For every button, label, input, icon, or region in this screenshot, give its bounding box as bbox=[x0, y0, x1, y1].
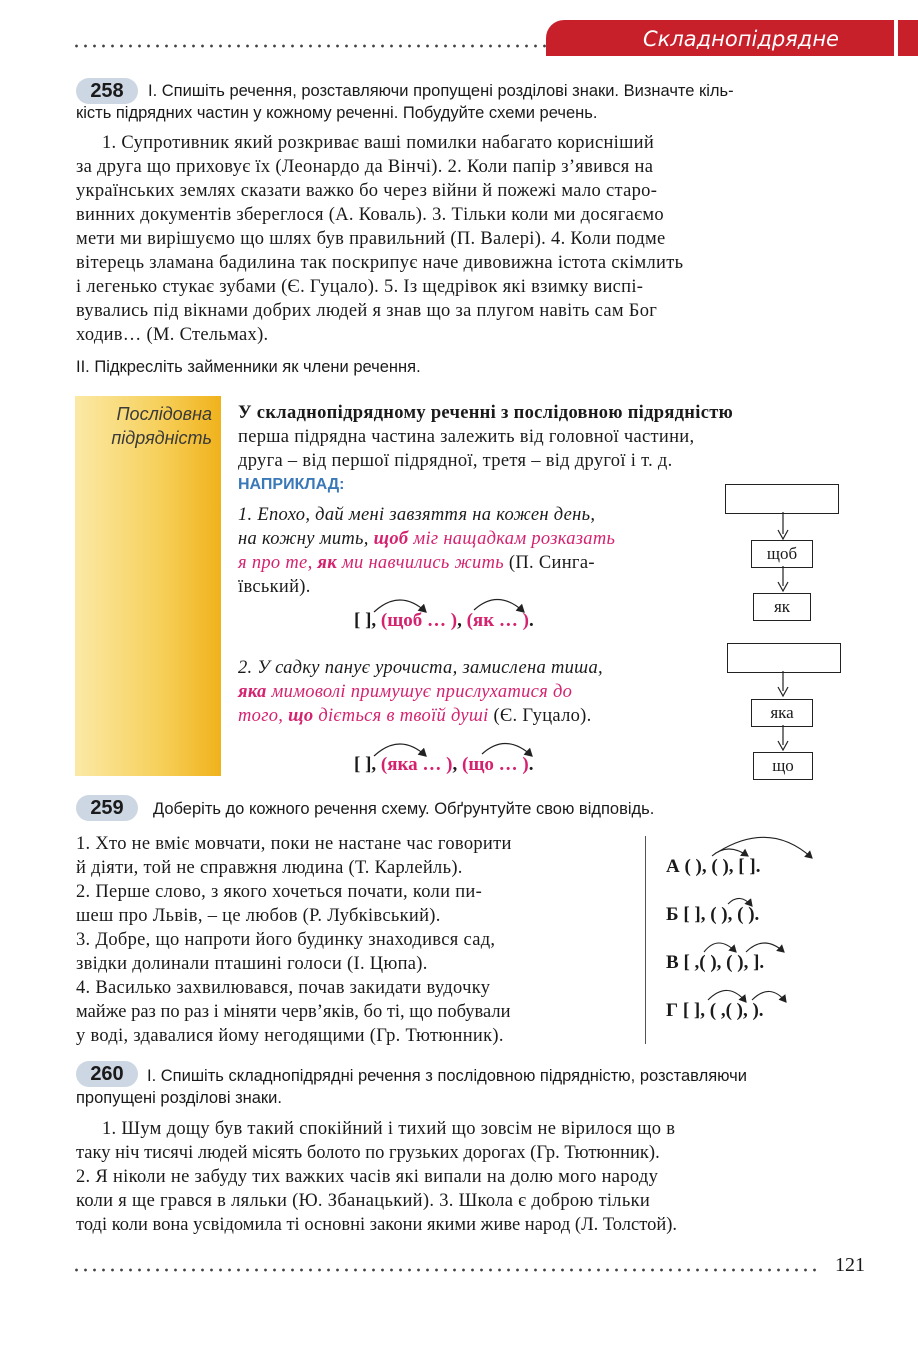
text-line: 1. Шум дощу був такий спокійний і тихий що зовсім не вірилося що в bbox=[102, 1119, 676, 1139]
text-line: 1. Хто не вміє мовчати, поки не настане час говорити bbox=[76, 834, 512, 854]
conjunction-highlight: як bbox=[317, 553, 337, 573]
schema-sub: (що … ) bbox=[462, 754, 529, 775]
rule-heading: У складнопідрядному реченні з послідовною підрядністю bbox=[238, 403, 734, 423]
text-line: і легенько стукає зубами (Є. Гуцало). 5. Із щедрівок які взимку виспі- bbox=[76, 277, 644, 297]
column-divider bbox=[645, 836, 646, 1044]
theory-sidebar bbox=[75, 396, 221, 776]
exercise-258-task-line1: І. Спишіть речення, розставляючи пропущені розділові знаки. Визначте кіль- bbox=[148, 82, 734, 100]
option-letter: Б bbox=[666, 904, 679, 925]
exercise-260-task-line2: пропущені розділові знаки. bbox=[76, 1089, 282, 1107]
scheme-sub-box: що bbox=[753, 752, 813, 780]
scheme-arrow bbox=[775, 566, 791, 594]
text-line: 1. Супротивник який розкриває ваші помилки набагато корисніший bbox=[102, 133, 655, 153]
sidebar-title-line: підрядність bbox=[111, 428, 212, 448]
text-line: мети ми вирішуємо що шлях був правильний (П. Валері). 4. Коли подме bbox=[76, 229, 666, 249]
text-line: майже раз по раз і міняти черв’яків, бо ті, що побували bbox=[76, 1002, 511, 1022]
schema-sub: (щоб … ) bbox=[380, 610, 458, 631]
scheme-sub-box: щоб bbox=[751, 540, 813, 568]
text-line: 2. Перше слово, з якого хочеться почати, коли пи- bbox=[76, 882, 483, 902]
text-line: 2. Я ніколи не забуду тих важких часів які випали на долю мого народу bbox=[76, 1167, 659, 1187]
text-line: у воді, здавалися йому негодящими (Гр. Тютюнник). bbox=[76, 1026, 504, 1046]
exercise-260-task-line1: І. Спишіть складнопідрядні речення з послідовною підрядністю, розставляючи bbox=[147, 1067, 747, 1085]
author-ref: (Є. Гуцало). bbox=[488, 706, 592, 726]
schema-main: [ ], bbox=[354, 754, 381, 775]
page-title: Складнопідрядне речення bbox=[643, 27, 839, 79]
example-line bbox=[238, 527, 704, 551]
scheme-arrow bbox=[775, 671, 791, 699]
header-accent bbox=[898, 20, 918, 56]
schema-sep: , bbox=[452, 754, 462, 775]
text-line: тоді коли вона усвідомила ті основні закони якими живе народ (Л. Толстой). bbox=[76, 1215, 678, 1235]
option-schema: [ ], ( ), ( ). bbox=[683, 904, 760, 925]
exercise-259-text bbox=[76, 832, 622, 1048]
footer-dotted-rule bbox=[72, 1268, 817, 1272]
text-line: вітерець зламана бадилина так поскрипує наче дивовижна істота скімлить bbox=[76, 253, 684, 273]
text-line: звідки долинали пташині голоси (І. Цюпа). bbox=[76, 954, 428, 974]
example-label: НАПРИКЛАД: bbox=[238, 476, 345, 493]
scheme-sub-box: яка bbox=[751, 699, 813, 727]
conjunction-highlight: яка bbox=[238, 682, 267, 702]
clause-highlight: мимоволі примушує прислухатися до bbox=[266, 682, 573, 702]
option-letter: А bbox=[666, 856, 680, 877]
conjunction-highlight: щоб bbox=[373, 529, 409, 549]
scheme-main-box bbox=[727, 643, 841, 673]
text-line: й діяти, той не справжня людина (Т. Карлейль). bbox=[76, 858, 463, 878]
schema-main: [ ], bbox=[354, 610, 381, 631]
option-letter: В bbox=[666, 952, 679, 973]
option-schema: [ ], ( ,( ), ). bbox=[682, 1000, 764, 1021]
theory-sidebar-title bbox=[80, 402, 212, 450]
clause-highlight: міг нащадкам розказать bbox=[408, 529, 616, 549]
answer-arcs bbox=[690, 830, 840, 1030]
text-line: вувались під вікнами добрих людей я знав що за плугом навіть сам Бог bbox=[76, 301, 658, 321]
schema-end: . bbox=[529, 610, 534, 631]
text-line: 3. Добре, що напроти його будинку знаходився сад, bbox=[76, 930, 496, 950]
schema-end: . bbox=[528, 754, 534, 775]
conjunction-highlight: що bbox=[288, 706, 314, 726]
rule-line: перша підрядна частина залежить від головної частини, bbox=[238, 427, 695, 447]
example-segment: на кожну мить, bbox=[238, 529, 374, 549]
scheme-arrow bbox=[775, 512, 791, 540]
scheme-arrow bbox=[775, 725, 791, 753]
author-ref: (П. Синга- bbox=[504, 553, 595, 573]
text-line: за друга що приховує їх (Леонардо да Вінчі). 2. Коли папір з’явився на bbox=[76, 157, 654, 177]
schema-sub: (яка … ) bbox=[380, 754, 453, 775]
text-line: 4. Василько захвилювався, почав закидати вудочку bbox=[76, 978, 491, 998]
example-2-text bbox=[238, 656, 704, 728]
exercise-number-258: 258 bbox=[76, 78, 138, 104]
example-line: ївський). bbox=[238, 577, 311, 597]
exercise-260-text bbox=[76, 1117, 840, 1237]
example-line: 1. Епохо, дай мені завзяття на кожен день, bbox=[238, 505, 596, 525]
exercise-258-text bbox=[76, 131, 840, 347]
example-line bbox=[238, 704, 704, 728]
clause-highlight: діється в твоїй душі bbox=[313, 706, 489, 726]
example-1-text bbox=[238, 503, 704, 599]
example-1-arcs bbox=[360, 588, 540, 616]
scheme-main-box bbox=[725, 484, 839, 514]
example-line: 2. У садку панує урочиста, замислена тиша, bbox=[238, 658, 603, 678]
text-line: винних документів збереглося (А. Коваль). 3. Тільки коли ми досягаємо bbox=[76, 205, 664, 225]
text-line: ходив… (М. Стельмах). bbox=[76, 325, 269, 345]
exercise-258-task-line2: кість підрядних частин у кожному реченні. Побудуйте схеми речень. bbox=[76, 104, 598, 122]
scheme-sub-box: як bbox=[753, 593, 811, 621]
exercise-number-260: 260 bbox=[76, 1061, 138, 1087]
theory-rule bbox=[238, 401, 840, 473]
option-schema: [ ,( ), ( ), ]. bbox=[683, 952, 765, 973]
page-number: 121 bbox=[835, 1254, 865, 1276]
sidebar-title-line: Послідовна bbox=[116, 404, 212, 424]
text-line: таку ніч тисячі людей місять болото по грузьких дорогах (Гр. Тютюнник). bbox=[76, 1143, 660, 1163]
clause-highlight: я про те, bbox=[238, 553, 318, 573]
text-line: українських землях сказати важко бо через війни й пожежі мало старо- bbox=[76, 181, 658, 201]
exercise-259-task: Доберіть до кожного речення схему. Обґрунтуйте свою відповідь. bbox=[153, 800, 655, 818]
example-line bbox=[238, 551, 704, 575]
text-line: коли я ще грався в ляльки (Ю. Збанацький). 3. Школа є доброю тільки bbox=[76, 1191, 651, 1211]
exercise-number-259: 259 bbox=[76, 795, 138, 821]
option-letter: Г bbox=[666, 1000, 679, 1021]
schema-sub: (як … ) bbox=[466, 610, 529, 631]
header-dotted-rule bbox=[72, 44, 550, 48]
clause-highlight: того, bbox=[238, 706, 289, 726]
rule-line: друга – від першої підрядної, третя – від другої і т. д. bbox=[238, 451, 673, 471]
schema-sep: , bbox=[457, 610, 467, 631]
clause-highlight: ми навчились жить bbox=[336, 553, 504, 573]
example-2-arcs bbox=[360, 732, 540, 760]
text-line: шеш про Львів, – це любов (Р. Лубківський). bbox=[76, 906, 441, 926]
exercise-258-task2: ІІ. Підкресліть займенники як члени речення. bbox=[76, 358, 421, 376]
option-schema: ( ), ( ), [ ]. bbox=[684, 856, 761, 877]
example-line bbox=[238, 680, 704, 704]
